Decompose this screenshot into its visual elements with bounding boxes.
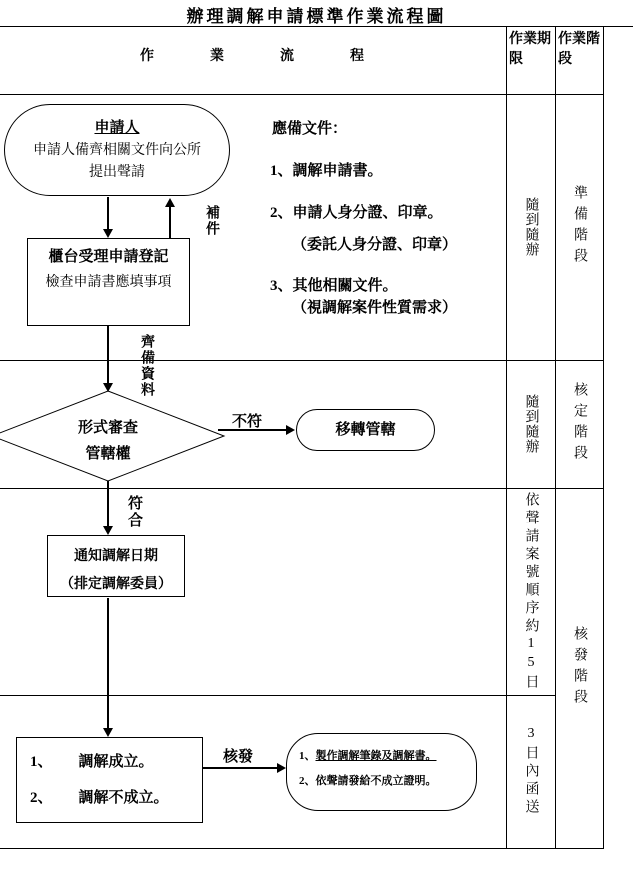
stage-cell-issuance-text: 核發階段 xyxy=(572,626,587,710)
result-item-2 xyxy=(30,786,202,807)
node-formal-review xyxy=(38,415,178,468)
result-item-1-num: 1、 xyxy=(30,754,53,770)
deadline-cell-4 xyxy=(506,695,555,848)
page-title: 辦理調解申請標準作業流程圖 xyxy=(186,7,447,26)
deadline-cell-1 xyxy=(506,94,555,360)
node-applicant-line1: 申請人備齊相關文件向公所 xyxy=(33,143,201,158)
result-item-1 xyxy=(30,750,202,771)
node-notify-date xyxy=(47,535,185,597)
node-counter-line2: 檢查申請書應填事項 xyxy=(45,275,172,290)
column-header-stage: 作業階段 xyxy=(558,32,600,68)
column-header-deadline: 作業期限 xyxy=(509,32,551,68)
result-item-2-num: 2、 xyxy=(30,790,53,806)
stage-cell-approval-text: 核定階段 xyxy=(572,382,587,466)
node-applicant-title: 申請人 xyxy=(94,120,140,136)
deadline-cell-1-text: 隨到隨辦 xyxy=(523,197,539,257)
label-mismatch: 不符 xyxy=(232,414,263,430)
documents-item-2: 2、申請人身分證、印章。 xyxy=(270,205,443,221)
stage-cell-preparation xyxy=(555,94,603,360)
output-item-1 xyxy=(299,747,476,763)
node-formal-review-line1: 形式審查 xyxy=(77,420,138,436)
output-item-1-num: 1、 xyxy=(299,750,316,762)
node-notify-line1: 通知調解日期 xyxy=(74,549,158,564)
node-applicant-line2: 提出聲請 xyxy=(89,165,145,181)
node-mediation-result xyxy=(16,737,203,823)
label-supplement: 補件 xyxy=(204,205,219,237)
node-applicant xyxy=(4,104,230,196)
output-item-2: 2、依聲請發給不成立證明。 xyxy=(299,775,437,787)
deadline-cell-3 xyxy=(506,488,555,695)
result-item-2-text: 調解不成立。 xyxy=(78,790,169,806)
result-item-1-text: 調解成立。 xyxy=(78,754,154,770)
label-match: 符合 xyxy=(126,495,142,529)
stage-cell-approval xyxy=(555,360,603,488)
documents-item-3: 3、其他相關文件。 xyxy=(270,278,398,294)
deadline-cell-4-text: 3日內函送 xyxy=(523,726,539,817)
node-notify-line2: （排定調解委員） xyxy=(60,577,172,592)
node-counter-line1: 櫃台受理申請登記 xyxy=(48,249,169,265)
label-issue: 核發 xyxy=(223,749,254,765)
deadline-cell-3-text: 依聲請案號順序約15日 xyxy=(523,491,539,692)
documents-heading: 應備文件： xyxy=(272,121,348,137)
node-transfer-jurisdiction: 移轉管轄 xyxy=(296,409,435,451)
node-issue-documents xyxy=(286,733,477,811)
node-counter-registration xyxy=(27,238,190,326)
documents-item-2-note: （委託人身分證、印章） xyxy=(292,237,458,253)
label-ready-materials: 齊備資料 xyxy=(139,334,154,398)
deadline-cell-2 xyxy=(506,360,555,488)
stage-cell-issuance xyxy=(555,488,603,848)
output-item-1-text: 製作調解筆錄及調解書。 xyxy=(315,750,437,762)
stage-cell-preparation-text: 準備階段 xyxy=(572,185,587,269)
deadline-cell-2-text: 隨到隨辦 xyxy=(523,394,539,454)
column-header-flow: 作業流程 xyxy=(140,49,420,64)
documents-item-1: 1、調解申請書。 xyxy=(270,163,383,179)
node-formal-review-line2: 管轄權 xyxy=(85,446,131,463)
documents-item-3-note: （視調解案件性質需求） xyxy=(292,300,458,316)
